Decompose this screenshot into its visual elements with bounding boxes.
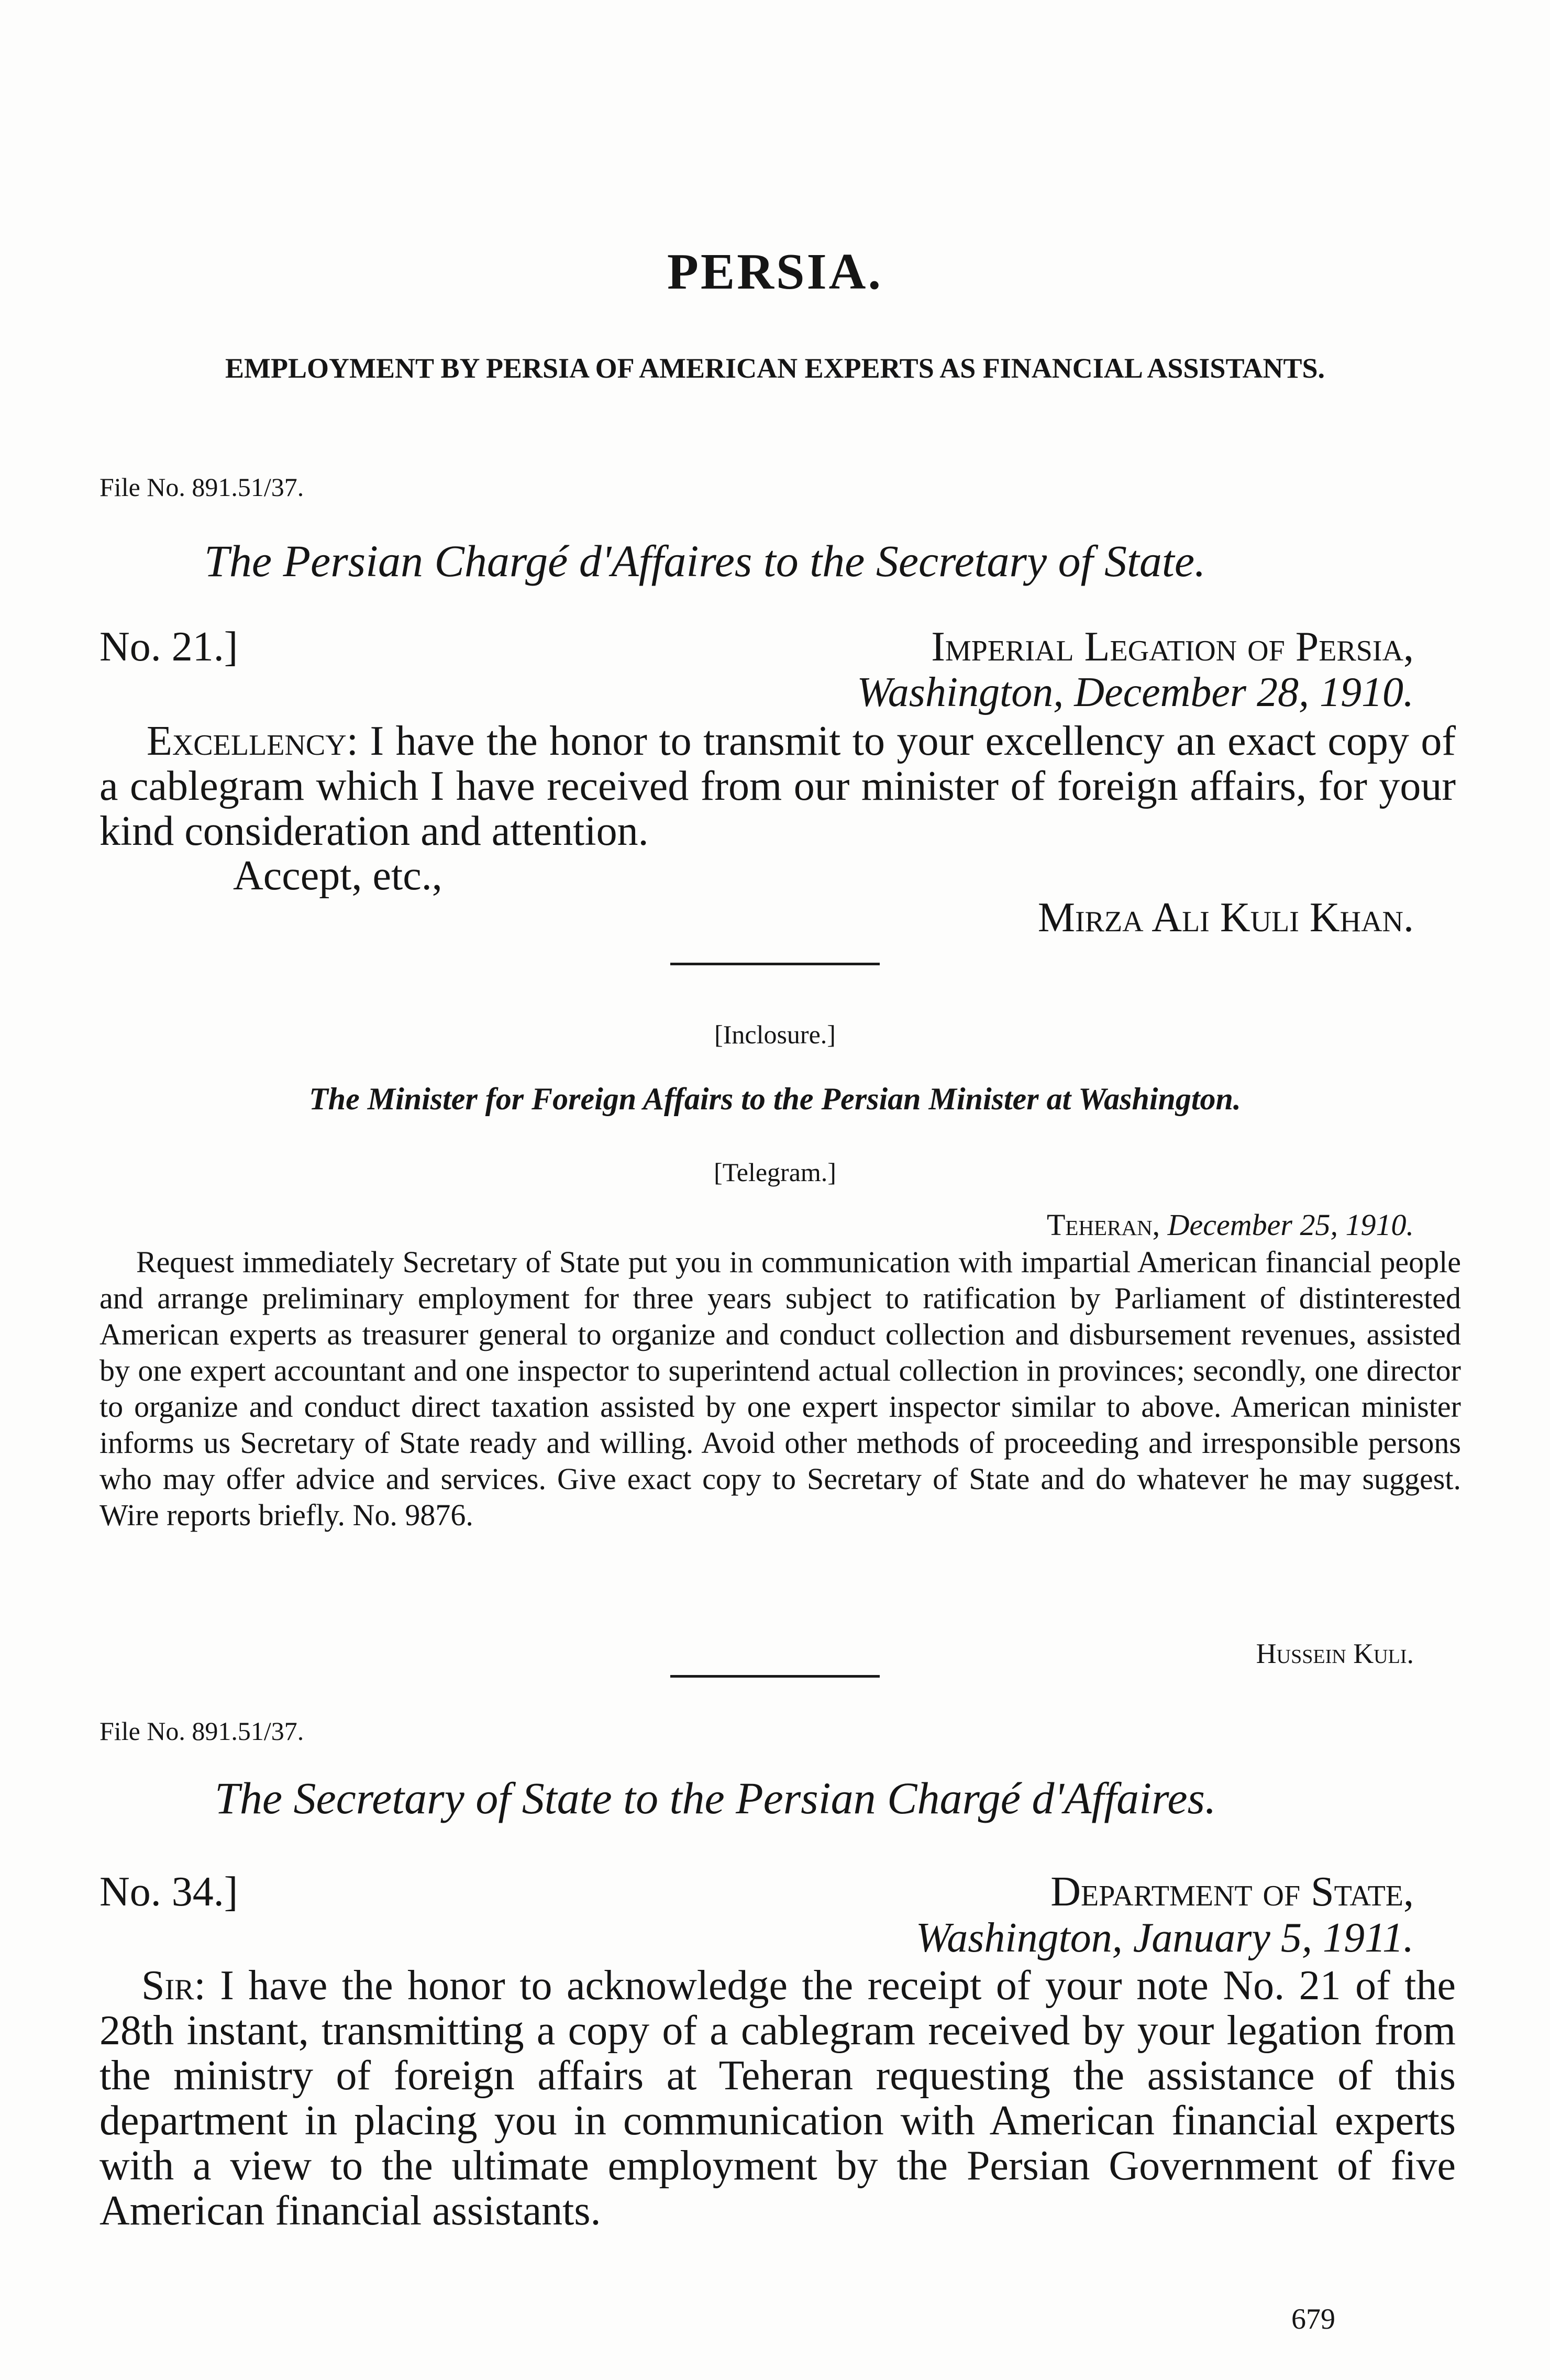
letter1-closing: Accept, etc., [233, 853, 442, 899]
letter2-body [99, 1963, 1456, 2233]
letter1-address: Imperial Legation of Persia, [931, 624, 1414, 670]
letter1-place-date: Washington, December 28, 1910. [857, 669, 1414, 715]
inclosure-heading: The Minister for Foreign Affairs to the Persian Minister at Washington. [309, 1082, 1241, 1116]
letter2-salutation: Sir: [141, 1963, 206, 2009]
telegram-place-date [1047, 1210, 1414, 1240]
telegram-place: Teheran, [1046, 1208, 1160, 1242]
telegram-body: Request immediately Secretary of State put you in communication with impartial American financial people and arrange preliminary employment for three years subject to ratification by Parliament of distinterested American experts as treasurer general to organize and conduct collection and disbursement revenues, assisted by one expert accountant and one inspector to superintend actual collection in provinces; secondly, one director to organize and conduct direct taxation assisted by one expert inspector similar to above. American minister informs us Secretary of State ready and willing. Avoid other methods of proceeding and irresponsible persons who may offer advice and services. Give exact copy to Secretary of State and do whatever he may suggest. Wire reports briefly. No. 9876. [99, 1245, 1461, 1532]
inclosure-label: [Inclosure.] [714, 1020, 836, 1049]
letter2-body-text: I have the honor to acknowledge the receipt of your note No. 21 of the 28th instant, transmitting a copy of a cablegram received by your legation from the ministry of foreign affairs at Teheran requesting the assistance of this department in placing you in communication with American financial experts with a view to the ultimate employment by the Persian Government of five American financial assistants. [99, 1963, 1456, 2234]
letter1-signature: Mirza Ali Kuli Khan. [1037, 895, 1414, 941]
letter1-body-text: I have the honor to transmit to your excellency an exact copy of a cablegram which I have received from our minister of foreign affairs, for your kind consideration and attention. [99, 718, 1456, 854]
telegram-signature: Hussein Kuli. [1256, 1638, 1414, 1669]
letter1-salutation: Excellency: [147, 718, 358, 764]
section-divider-1 [670, 963, 880, 965]
file-number-1: File No. 891.51/37. [99, 472, 304, 502]
telegram-date: December 25, 1910. [1160, 1208, 1414, 1242]
letter1-heading: The Persian Chargé d'Affaires to the Secretary of State. [204, 536, 1206, 586]
section-subtitle: EMPLOYMENT BY PERSIA OF AMERICAN EXPERTS AS FINANCIAL ASSISTANTS. [225, 352, 1325, 384]
file-number-2: File No. 891.51/37. [99, 1716, 304, 1746]
letter1-number: No. 21.] [99, 624, 238, 670]
letter2-address: Department of State, [1050, 1869, 1414, 1915]
page-number: 679 [1291, 2303, 1335, 2335]
letter1-body [99, 719, 1456, 854]
letter2-heading: The Secretary of State to the Persian Chargé d'Affaires. [215, 1773, 1216, 1823]
letter2-place-date: Washington, January 5, 1911. [915, 1915, 1414, 1961]
page-title: PERSIA. [667, 244, 883, 300]
section-divider-2 [670, 1675, 880, 1678]
telegram-label: [Telegram.] [714, 1158, 836, 1187]
letter2-number: No. 34.] [99, 1869, 238, 1915]
